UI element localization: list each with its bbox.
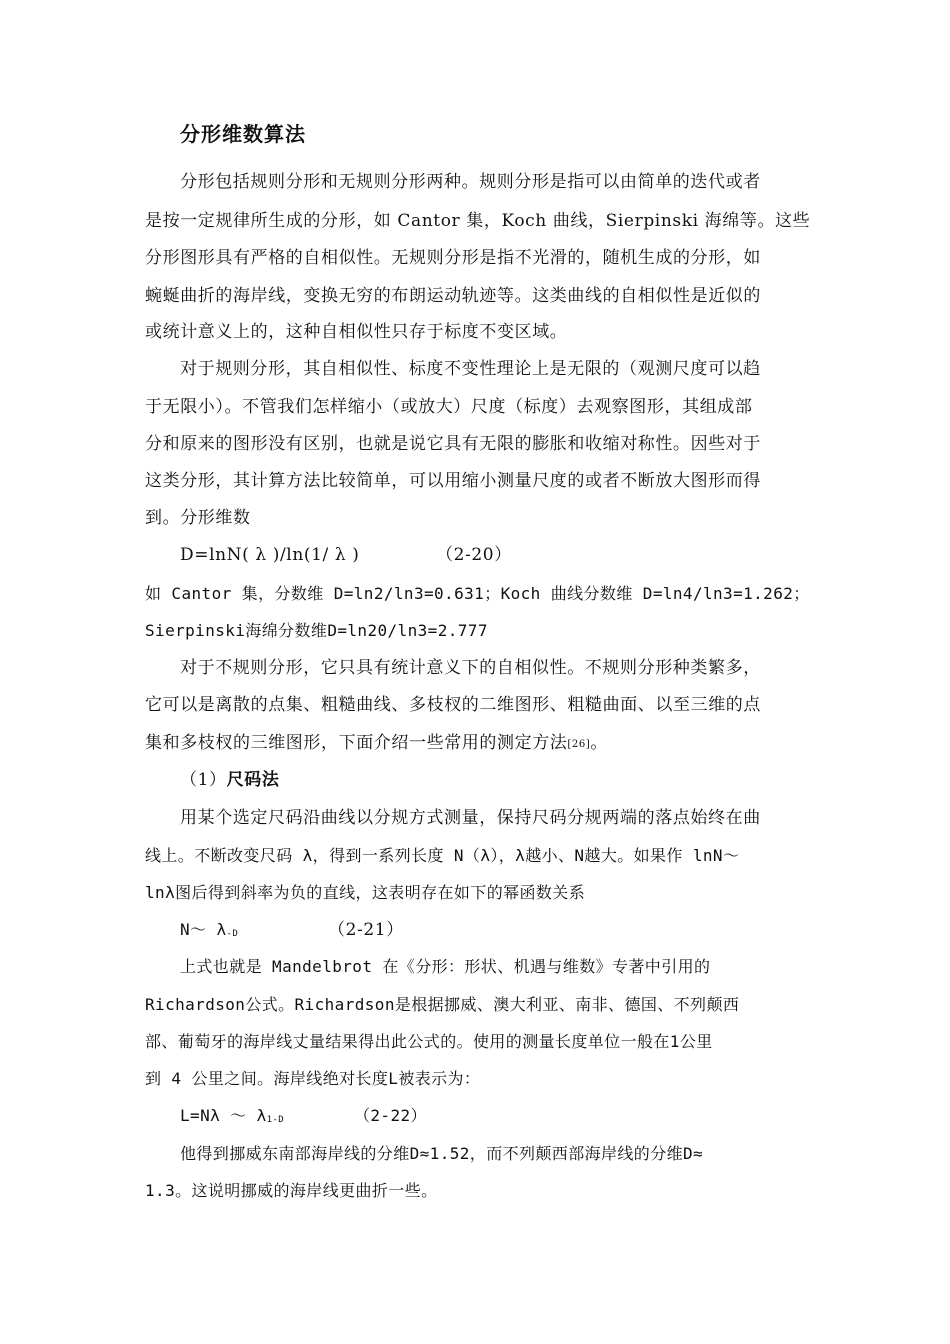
equation [180, 918, 238, 946]
paragraph-line: Sierpinski海绵分数维D=ln20/ln3=2.777 [145, 621, 488, 640]
equation-text: N～ λ [180, 920, 227, 939]
paragraph-line: 他得到挪威东南部海岸线的分维D≈1.52，而不列颠西部海岸线的分维D≈ [180, 1144, 704, 1163]
subsection-title: 尺码法 [226, 770, 280, 790]
paragraph-line: 分形图形具有严格的自相似性。无规则分形是指不光滑的，随机生成的分形，如 [145, 248, 761, 268]
paragraph-line: 如 Cantor 集，分数维 D=ln2/ln3=0.631；Koch 曲线分数维 D=ln4/ln3=1.262； [145, 584, 810, 603]
paragraph-line: 到 4 公里之间。海岸线绝对长度L被表示为： [145, 1069, 481, 1088]
paragraph-line: 或统计意义上的，这种自相似性只存于标度不变区域。 [145, 322, 568, 342]
paragraph-line: 线上。不断改变尺码 λ，得到一系列长度 N（λ），λ越小、N越大。如果作 lnN～ [145, 846, 740, 865]
paragraph-line: 它可以是离散的点集、粗糙曲线、多枝杈的二维图形、粗糙曲面、以至三维的点 [145, 695, 761, 715]
paragraph-line: 这类分形，其计算方法比较简单，可以用缩小测量尺度的或者不断放大图形而得 [145, 471, 761, 491]
paragraph-line: 蜿蜒曲折的海岸线，变换无穷的布朗运动轨迹等。这类曲线的自相似性是近似的 [145, 286, 761, 306]
paragraph-line [145, 731, 608, 757]
equation [180, 1104, 284, 1132]
paragraph-line: 于无限小）。不管我们怎样缩小（或放大）尺度（标度）去观察图形，其组成部 [145, 397, 753, 417]
paragraph-line: 分形包括规则分形和无规则分形两种。规则分形是指可以由简单的迭代或者 [180, 172, 761, 192]
paragraph-line: lnλ图后得到斜率为负的直线，这表明存在如下的幂函数关系 [145, 883, 586, 902]
paragraph-line: 部、葡萄牙的海岸线丈量结果得出此公式的。使用的测量长度单位一般在1公里 [145, 1032, 713, 1051]
paragraph-line: 对于不规则分形，它只具有统计意义下的自相似性。不规则分形种类繁多， [180, 658, 761, 678]
paragraph-line: 分和原来的图形没有区别，也就是说它具有无限的膨胀和收缩对称性。因些对于 [145, 434, 761, 454]
subsection-number: （1） [180, 770, 227, 790]
paragraph-line: 用某个选定尺码沿曲线以分规方式测量，保持尺码分规两端的落点始终在曲 [180, 808, 761, 828]
equation-number: （2-20） [436, 545, 512, 565]
equation-number: （2-22） [354, 1106, 427, 1125]
paragraph-line: 到。分形维数 [145, 508, 251, 528]
equation-exponent: -D [226, 929, 239, 939]
section-heading: 分形维数算法 [180, 122, 306, 146]
paragraph-line: 上式也就是 Mandelbrot 在《分形：形状、机遇与维数》专著中引用的 [180, 957, 711, 976]
paragraph-line: 是按一定规律所生成的分形，如 Cantor 集，Koch 曲线，Sierpinski 海绵等。这些 [145, 211, 811, 231]
paragraph-line: 1.3。这说明挪威的海岸线更曲折一些。 [145, 1181, 438, 1200]
equation-text: L=Nλ ～ λ [180, 1106, 267, 1125]
equation: D=lnN( λ )/ln(1/ λ ) [180, 545, 360, 565]
paragraph-text: 。 [590, 733, 608, 753]
equation-exponent: 1-D [266, 1115, 285, 1125]
subsection-heading [180, 768, 279, 792]
equation-number: （2-21） [328, 920, 404, 940]
paragraph-line: 对于规则分形，其自相似性、标度不变性理论上是无限的（观测尺度可以趋 [180, 359, 761, 379]
paragraph-text: 集和多枝杈的三维图形，下面介绍一些常用的测定方法 [145, 733, 568, 753]
citation-ref: [26] [567, 739, 591, 750]
paragraph-line: Richardson公式。Richardson是根据挪威、澳大利亚、南非、德国、不列颠西 [145, 995, 740, 1014]
